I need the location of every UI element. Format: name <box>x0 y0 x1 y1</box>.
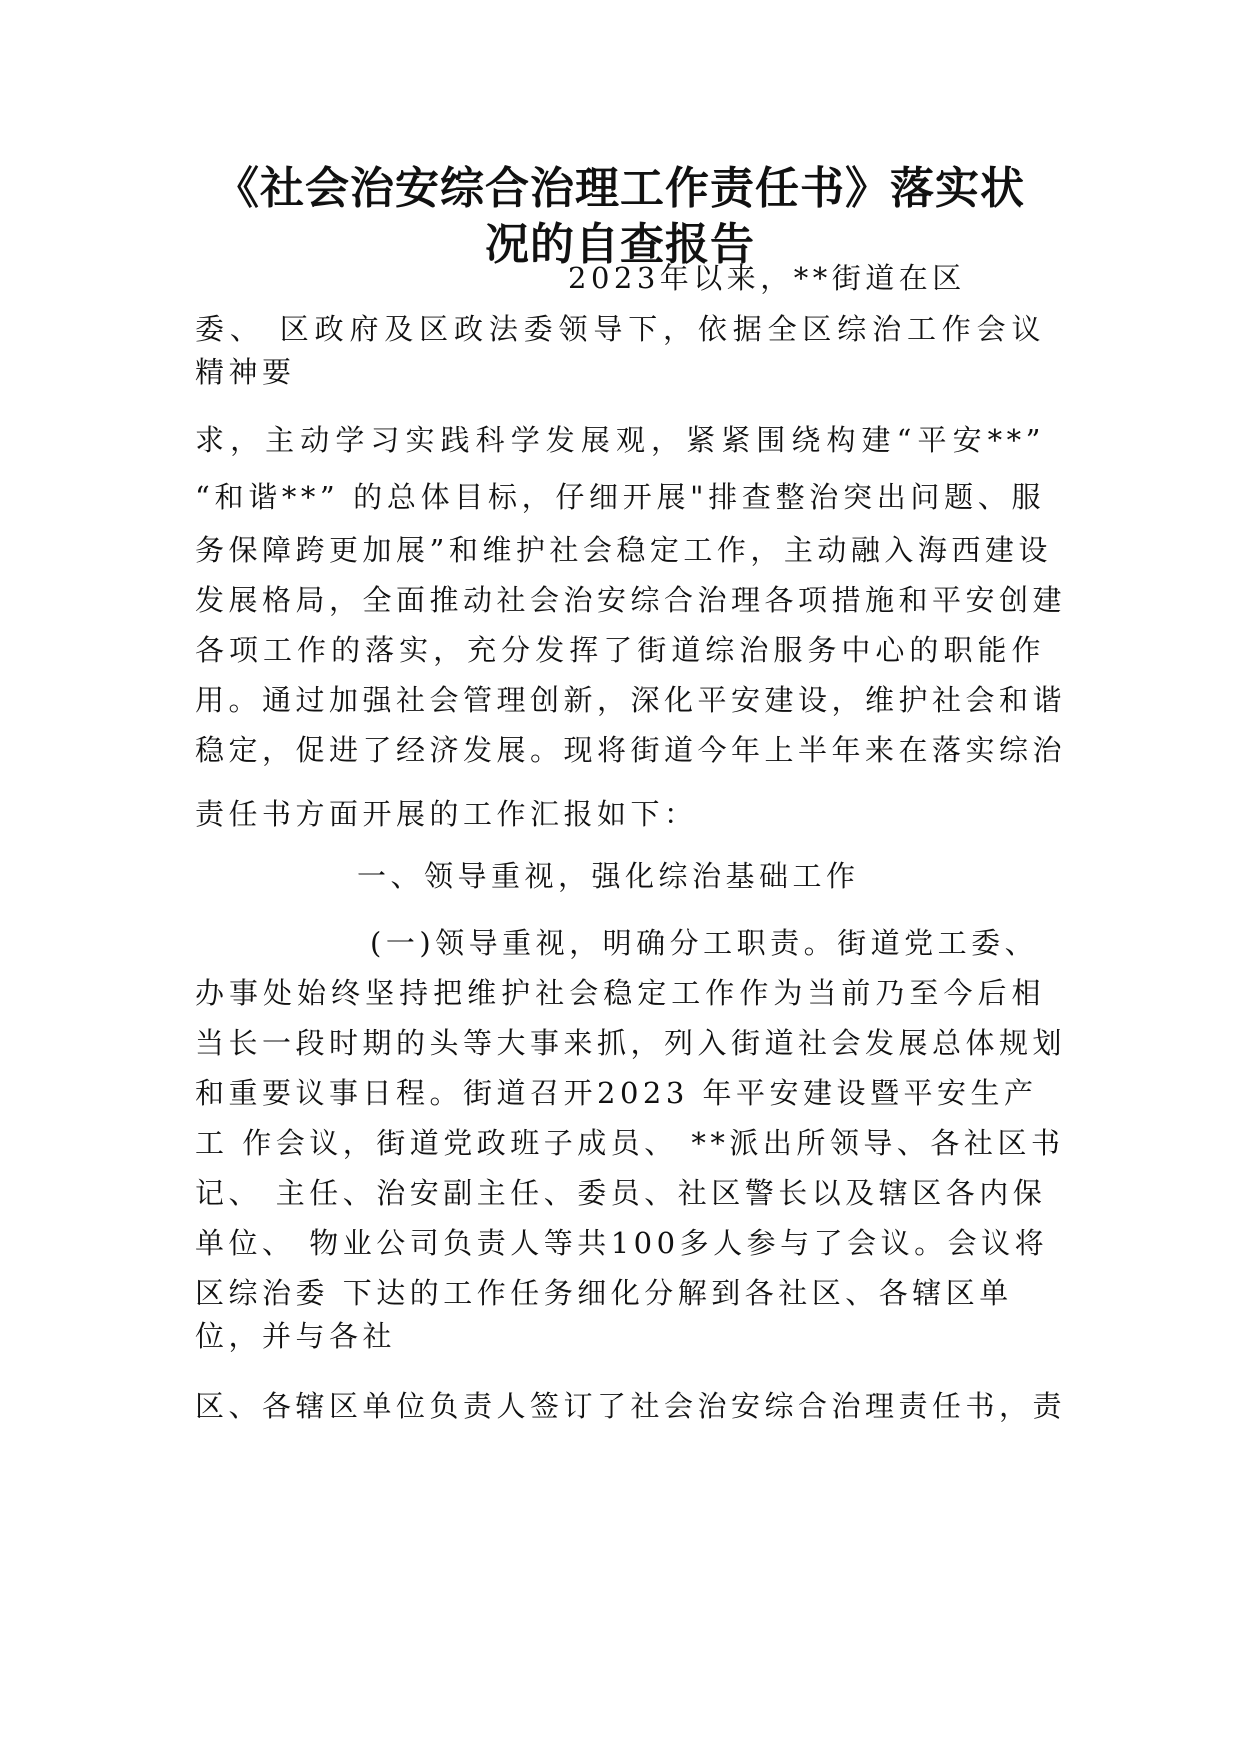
paragraph-line: 记、 主任、治安副主任、委员、社区警长以及辖区各内保 <box>195 1176 1047 1210</box>
paragraph-line: 委、 区政府及区政法委领导下，依据全区综治工作会议 <box>195 312 1045 346</box>
section-heading: 一、领导重视，强化综治基础工作 <box>357 859 860 893</box>
paragraph-line: 用。通过加强社会管理创新，深化平安建设，维护社会和谐 <box>195 683 1067 717</box>
document-title-line-2: 况的自查报告 <box>485 219 755 270</box>
paragraph-line: 稳定，促进了经济发展。现将街道今年上半年来在落实综治 <box>195 733 1067 767</box>
paragraph-line: 区综治委 下达的工作任务细化分解到各社区、各辖区单 <box>195 1276 1013 1310</box>
paragraph-line: “和谐**” 的总体目标，仔细开展"排查整治突出问题、服 <box>195 480 1045 514</box>
paragraph-line: 单位、 物业公司负责人等共100多人参与了会议。会议将 <box>195 1226 1049 1260</box>
subsection-heading: (一)领导重视，明确分工职责。街道党工委、 <box>370 926 1039 960</box>
paragraph-line: 办事处始终坚持把维护社会稳定工作作为当前乃至今后相 <box>195 976 1045 1010</box>
paragraph-line: 务保障跨更加展”和维护社会稳定工作，主动融入海西建设 <box>195 533 1052 567</box>
paragraph-line: 精神要 <box>195 355 296 389</box>
document-title-line-1: 《社会治安综合治理工作责任书》落实状 <box>215 163 1025 214</box>
paragraph-line: 和重要议事日程。街道召开2023 年平安建设暨平安生产 <box>195 1076 1038 1110</box>
paragraph-line: 2023年以来，**街道在区 <box>568 261 966 295</box>
paragraph-line: 求，主动学习实践科学发展观，紧紧围绕构建“平安**” <box>195 423 1045 457</box>
paragraph-line: 位，并与各社 <box>195 1319 397 1353</box>
paragraph-line: 工 作会议，街道党政班子成员、 **派出所领导、各社区书 <box>195 1126 1065 1160</box>
paragraph-line: 各项工作的落实，充分发挥了街道综治服务中心的职能作 <box>195 633 1045 667</box>
paragraph-line: 发展格局，全面推动社会治安综合治理各项措施和平安创建 <box>195 583 1067 617</box>
paragraph-line: 责任书方面开展的工作汇报如下： <box>195 797 698 831</box>
paragraph-line: 区、各辖区单位负责人签订了社会治安综合治理责任书，责 <box>195 1389 1067 1423</box>
paragraph-line: 当长一段时期的头等大事来抓，列入街道社会发展总体规划 <box>195 1026 1067 1060</box>
